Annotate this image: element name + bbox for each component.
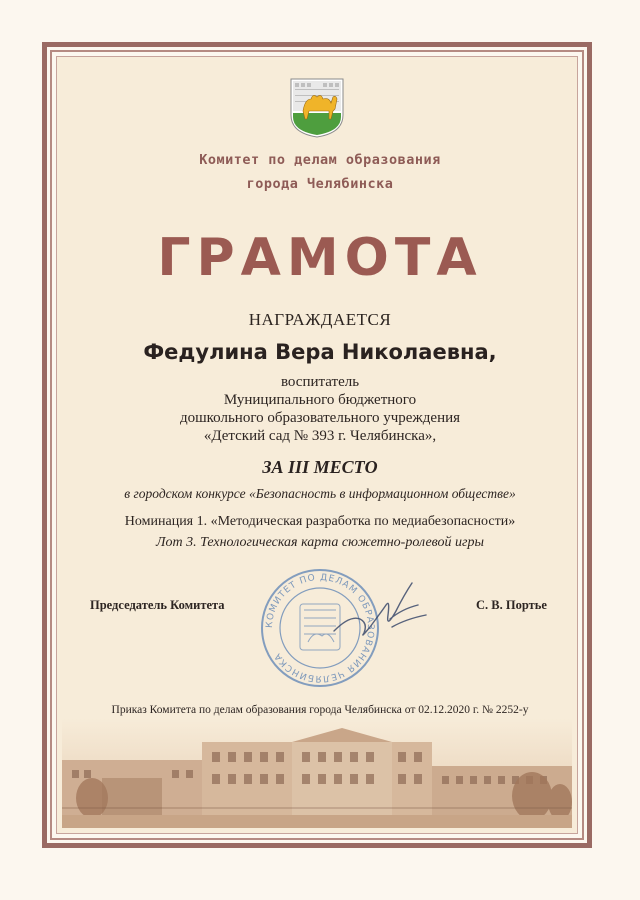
signer-name: С. В. Портье <box>476 598 547 612</box>
award-place: ЗА III МЕСТО <box>262 457 378 477</box>
signer-title: Председатель Комитета <box>90 598 225 612</box>
certificate-title: ГРАМОТА <box>157 228 483 288</box>
committee-name-line1: Комитет по делам образования <box>199 152 441 168</box>
stamp-text: КОМИТЕТ ПО ДЕЛАМ ОБРАЗОВАНИЯ ЧЕЛЯБИНСКА <box>264 572 376 684</box>
school-building-image <box>62 718 572 828</box>
nomination: Номинация 1. «Методическая разработка по медиабезопасности» <box>124 514 516 529</box>
chelyabinsk-coat-of-arms-icon <box>289 75 345 139</box>
order-reference: Приказ Комитета по делам образования города Челябинска от 02.12.2020 г. № 2252-у <box>111 704 529 716</box>
awarded-label: НАГРАЖДАЕТСЯ <box>248 310 392 329</box>
organization-line1: Муниципального бюджетного <box>223 392 417 408</box>
lot: Лот 3. Технологическая карта сюжетно-ролевой игры <box>155 535 484 550</box>
organization-line2: дошкольного образовательного учреждения <box>179 410 461 426</box>
committee-name-line2: города Челябинска <box>246 176 394 192</box>
handwritten-signature-icon <box>330 575 430 645</box>
recipient-position: воспитатель <box>280 374 360 390</box>
organization-line3: «Детский сад № 393 г. Челябинска», <box>203 428 437 444</box>
contest-name: в городском конкурсе «Безопасность в информационном обществе» <box>124 486 516 501</box>
recipient-name: Федулина Вера Николаевна, <box>143 340 497 364</box>
